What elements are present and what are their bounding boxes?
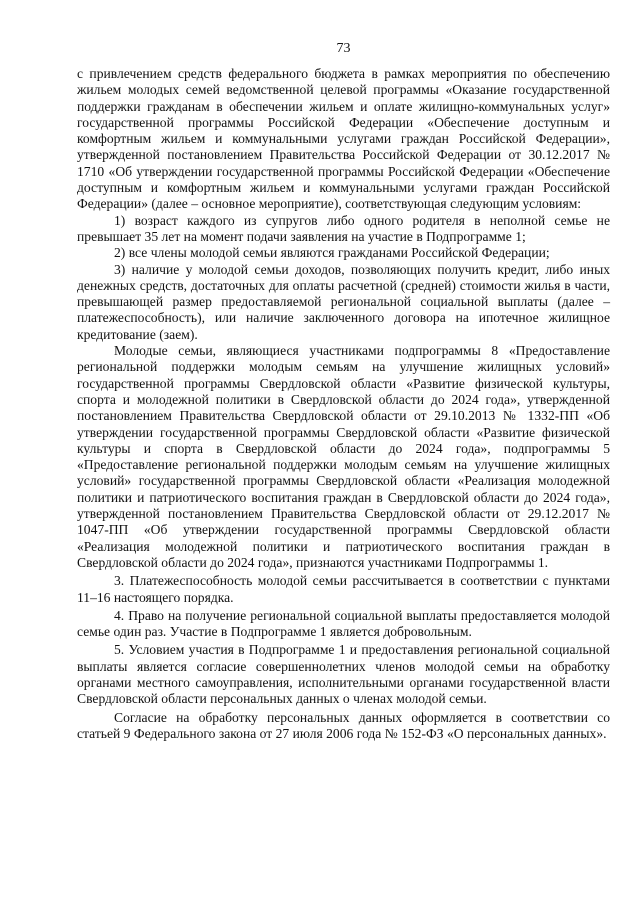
page-number: 73	[336, 41, 351, 56]
paragraph-condition-citizenship: 2) все члены молодой семьи являются гражданами Российской Федерации;	[114, 245, 550, 261]
paragraph-item-5: 5. Условием участия в Подпрограмме 1 и предоставления региональной социальной выплаты является согласие совершеннолетних членов молодой семьи на обработку органами местного самоуправления, исполнительными органами государственной власти Свердловской области персональных данных о членах молодой семьи.	[77, 642, 610, 707]
paragraph-item-3: 3. Платежеспособность молодой семьи рассчитывается в соответствии с пунктами 11–16 настоящего порядка.	[77, 573, 610, 605]
paragraph-condition-solvency: 3) наличие у молодой семьи доходов, позволяющих получить кредит, либо иных денежных средств, достаточных для оплаты расчетной (средней) стоимости жилья в части, превышающей размер предоставляемой региональной социальной выплаты (далее – платежеспособность), или наличие заключенного договора на ипотечное жилищное кредитование (заем).	[77, 261, 610, 342]
paragraph-consent: Согласие на обработку персональных данных оформляется в соответствии со статьей 9 Федерального закона от 27 июля 2006 года № 152-ФЗ «О персональных данных».	[77, 709, 610, 741]
paragraph-condition-age: 1) возраст каждого из супругов либо одного родителя в неполной семье не превышает 35 лет на момент подачи заявления на участие в Подпрограмме 1;	[77, 212, 610, 244]
paragraph-program-reference: с привлечением средств федерального бюджета в рамках мероприятия по обеспечению жильем молодых семей ведомственной целевой программы «Оказание государственной поддержки гражданам в обеспечении жильем и оплате жилищно-коммунальных услуг» государственной программы Российской Федерации «Обеспечение доступным и комфортным жильем и коммунальными услугами граждан Российской Федерации», утвержденной постановлением Правительства Российской Федерации от 30.12.2017 № 1710 «Об утверждении государственной программы Российской Федерации «Обеспечение доступным и комфортным жильем и коммунальными услугами граждан Российской Федерации» (далее – основное мероприятие), соответствующая следующим условиям:	[77, 66, 610, 212]
paragraph-participants: Молодые семьи, являющиеся участниками подпрограммы 8 «Предоставление региональной поддержки молодым семьям на улучшение жилищных условий» государственной программы Свердловской области «Развитие физической культуры, спорта и молодежной политики в Свердловской области до 2024 года», утвержденной постановлением Правительства Свердловской области от 29.10.2013 № 1332-ПП «Об утверждении государственной программы Свердловской области «Развитие физической культуры и спорта в Свердловской области до 2024 года», подпрограммы 5 «Предоставление региональной поддержки молодым семьям на улучшение жилищных условий» государственной программы Свердловской области «Реализация молодежной политики и патриотического воспитания граждан в Свердловской области до 2024 года», утвержденной постановлением Правительства Свердловской области от 29.12.2017 № 1047-ПП «Об утверждении государственной программы Свердловской области «Реализация молодежной политики и патриотического воспитания граждан в Свердловской области до 2024 года», признаются участниками Подпрограммы 1.	[77, 343, 610, 570]
paragraph-item-4: 4. Право на получение региональной социальной выплаты предоставляется молодой семье один раз. Участие в Подпрограмме 1 является добровольным.	[77, 607, 610, 640]
